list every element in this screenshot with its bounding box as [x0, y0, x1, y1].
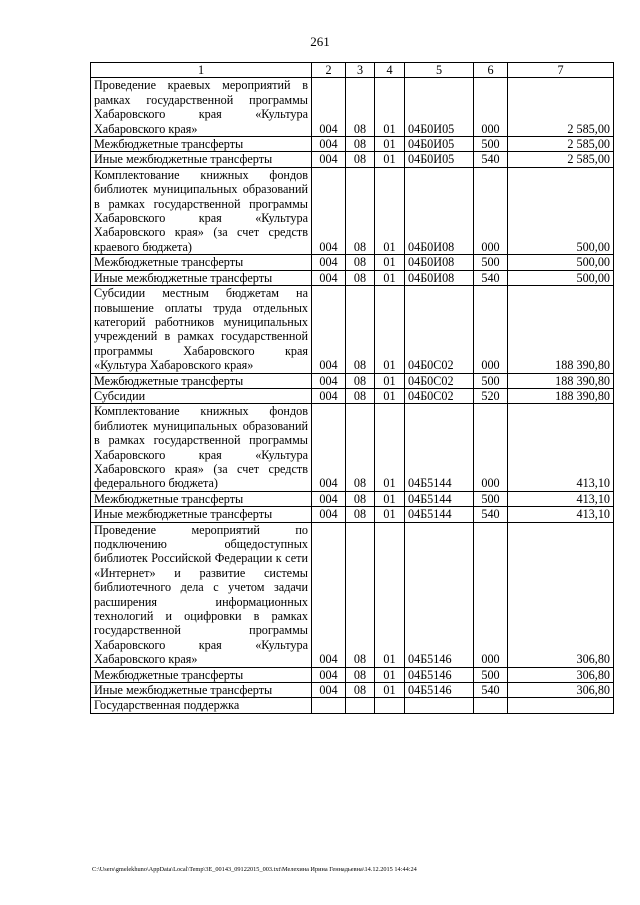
- subsection-code-cell: 01: [375, 491, 405, 506]
- ministry-code-cell: 004: [312, 683, 346, 698]
- ministry-code-cell: 004: [312, 373, 346, 388]
- table-row: [91, 373, 614, 388]
- section-code-cell: 08: [346, 507, 375, 522]
- subsection-code-cell: 01: [375, 683, 405, 698]
- target-article-cell: [405, 698, 474, 713]
- target-article-cell: 04Б5144: [405, 404, 474, 491]
- amount-cell: 500,00: [508, 167, 614, 254]
- target-article-cell: 04Б5146: [405, 522, 474, 667]
- amount-cell: 2 585,00: [508, 152, 614, 167]
- expense-type-cell: 000: [474, 286, 508, 373]
- expense-type-cell: 540: [474, 683, 508, 698]
- section-code-cell: 08: [346, 270, 375, 285]
- amount-cell: 500,00: [508, 255, 614, 270]
- expense-type-cell: 540: [474, 507, 508, 522]
- ministry-code-cell: 004: [312, 522, 346, 667]
- table-row: [91, 698, 614, 713]
- section-code-cell: 08: [346, 491, 375, 506]
- table-row: [91, 286, 614, 373]
- amount-cell: 413,10: [508, 404, 614, 491]
- ministry-code-cell: [312, 698, 346, 713]
- target-article-cell: 04Б0С02: [405, 286, 474, 373]
- row-name-cell: Межбюджетные трансферты: [91, 255, 312, 270]
- ministry-code-cell: 004: [312, 78, 346, 137]
- section-code-cell: 08: [346, 522, 375, 667]
- section-code-cell: 08: [346, 78, 375, 137]
- expense-type-cell: 540: [474, 152, 508, 167]
- column-header: 4: [375, 63, 405, 78]
- target-article-cell: 04Б0С02: [405, 388, 474, 403]
- amount-cell: [508, 698, 614, 713]
- amount-cell: 413,10: [508, 507, 614, 522]
- subsection-code-cell: 01: [375, 667, 405, 682]
- target-article-cell: 04Б0И05: [405, 152, 474, 167]
- table-row: [91, 507, 614, 522]
- amount-cell: 2 585,00: [508, 137, 614, 152]
- row-name-cell: Субсидии: [91, 388, 312, 403]
- subsection-code-cell: 01: [375, 152, 405, 167]
- table-row: [91, 152, 614, 167]
- target-article-cell: 04Б5144: [405, 491, 474, 506]
- column-header: 6: [474, 63, 508, 78]
- section-code-cell: 08: [346, 388, 375, 403]
- row-name-cell: Межбюджетные трансферты: [91, 667, 312, 682]
- section-code-cell: 08: [346, 404, 375, 491]
- column-header: 2: [312, 63, 346, 78]
- amount-cell: 500,00: [508, 270, 614, 285]
- amount-cell: 188 390,80: [508, 388, 614, 403]
- subsection-code-cell: 01: [375, 507, 405, 522]
- ministry-code-cell: 004: [312, 286, 346, 373]
- subsection-code-cell: 01: [375, 404, 405, 491]
- subsection-code-cell: 01: [375, 78, 405, 137]
- ministry-code-cell: 004: [312, 404, 346, 491]
- row-name-cell: Иные межбюджетные трансферты: [91, 683, 312, 698]
- amount-cell: 306,80: [508, 667, 614, 682]
- column-header: 3: [346, 63, 375, 78]
- table-row: [91, 404, 614, 491]
- target-article-cell: 04Б0И08: [405, 270, 474, 285]
- table-row: [91, 667, 614, 682]
- table-row: [91, 167, 614, 254]
- table-row: [91, 137, 614, 152]
- target-article-cell: 04Б0С02: [405, 373, 474, 388]
- row-name-cell: Комплектование книжных фондов библиотек муниципальных образований в рамках государственной программы Хабаровского края «Культура Хабаровского края» (за счет средств федерального бюджета): [91, 404, 312, 491]
- page-number: 261: [310, 34, 330, 49]
- expense-type-cell: 000: [474, 404, 508, 491]
- amount-cell: 2 585,00: [508, 78, 614, 137]
- subsection-code-cell: [375, 698, 405, 713]
- file-path-footer: C:\Users\gmelekhuno\AppData\Local\Temp\3E_00143_09122015_003.txt\Мелехина Ирина Геннадьевна\14.12.2015 14:44:24: [92, 866, 417, 873]
- amount-cell: 188 390,80: [508, 373, 614, 388]
- expense-type-cell: 520: [474, 388, 508, 403]
- row-name-cell: Государственная поддержка: [91, 698, 312, 713]
- subsection-code-cell: 01: [375, 388, 405, 403]
- section-code-cell: 08: [346, 137, 375, 152]
- amount-cell: 306,80: [508, 522, 614, 667]
- row-name-cell: Субсидии местным бюджетам на повышение оплаты труда отдельных категорий работников муниципальных учреждений в рамках государственной программы Хабаровского края «Культура Хабаровского края»: [91, 286, 312, 373]
- table-row: [91, 522, 614, 667]
- expense-type-cell: 000: [474, 78, 508, 137]
- section-code-cell: [346, 698, 375, 713]
- row-name-cell: Проведение краевых мероприятий в рамках государственной программы Хабаровского края «Культура Хабаровского края»: [91, 78, 312, 137]
- expense-type-cell: 000: [474, 167, 508, 254]
- amount-cell: 188 390,80: [508, 286, 614, 373]
- row-name-cell: Межбюджетные трансферты: [91, 373, 312, 388]
- target-article-cell: 04Б0И08: [405, 167, 474, 254]
- column-header: 5: [405, 63, 474, 78]
- row-name-cell: Проведение мероприятий по подключению общедоступных библиотек Российской Федерации к сети «Интернет» и развитие системы библиотечного дела с учетом задачи расширения информационных технологий и оцифровки в рамках государственной программы Хабаровского края «Культура Хабаровского края»: [91, 522, 312, 667]
- subsection-code-cell: 01: [375, 522, 405, 667]
- column-header: 1: [91, 63, 312, 78]
- ministry-code-cell: 004: [312, 491, 346, 506]
- expense-type-cell: 000: [474, 522, 508, 667]
- subsection-code-cell: 01: [375, 255, 405, 270]
- column-header: 7: [508, 63, 614, 78]
- table-row: [91, 78, 614, 137]
- row-name-cell: Комплектование книжных фондов библиотек муниципальных образований в рамках государственной программы Хабаровского края «Культура Хабаровского края» (за счет средств краевого бюджета): [91, 167, 312, 254]
- expense-type-cell: [474, 698, 508, 713]
- subsection-code-cell: 01: [375, 286, 405, 373]
- target-article-cell: 04Б5146: [405, 667, 474, 682]
- row-name-cell: Межбюджетные трансферты: [91, 137, 312, 152]
- amount-cell: 306,80: [508, 683, 614, 698]
- section-code-cell: 08: [346, 683, 375, 698]
- ministry-code-cell: 004: [312, 388, 346, 403]
- ministry-code-cell: 004: [312, 507, 346, 522]
- row-name-cell: Иные межбюджетные трансферты: [91, 270, 312, 285]
- table-row: [91, 255, 614, 270]
- subsection-code-cell: 01: [375, 137, 405, 152]
- expense-type-cell: 500: [474, 491, 508, 506]
- expense-type-cell: 500: [474, 667, 508, 682]
- target-article-cell: 04Б0И05: [405, 137, 474, 152]
- expense-type-cell: 500: [474, 255, 508, 270]
- target-article-cell: 04Б5144: [405, 507, 474, 522]
- target-article-cell: 04Б0И05: [405, 78, 474, 137]
- target-article-cell: 04Б5146: [405, 683, 474, 698]
- subsection-code-cell: 01: [375, 167, 405, 254]
- table-row: [91, 491, 614, 506]
- target-article-cell: 04Б0И08: [405, 255, 474, 270]
- ministry-code-cell: 004: [312, 270, 346, 285]
- section-code-cell: 08: [346, 286, 375, 373]
- budget-table: [90, 62, 614, 714]
- table-row: [91, 388, 614, 403]
- section-code-cell: 08: [346, 167, 375, 254]
- ministry-code-cell: 004: [312, 667, 346, 682]
- expense-type-cell: 540: [474, 270, 508, 285]
- ministry-code-cell: 004: [312, 167, 346, 254]
- ministry-code-cell: 004: [312, 255, 346, 270]
- subsection-code-cell: 01: [375, 373, 405, 388]
- row-name-cell: Иные межбюджетные трансферты: [91, 152, 312, 167]
- section-code-cell: 08: [346, 255, 375, 270]
- subsection-code-cell: 01: [375, 270, 405, 285]
- section-code-cell: 08: [346, 373, 375, 388]
- expense-type-cell: 500: [474, 137, 508, 152]
- amount-cell: 413,10: [508, 491, 614, 506]
- ministry-code-cell: 004: [312, 137, 346, 152]
- section-code-cell: 08: [346, 152, 375, 167]
- row-name-cell: Иные межбюджетные трансферты: [91, 507, 312, 522]
- expense-type-cell: 500: [474, 373, 508, 388]
- header-row: [91, 63, 614, 78]
- section-code-cell: 08: [346, 667, 375, 682]
- row-name-cell: Межбюджетные трансферты: [91, 491, 312, 506]
- table-row: [91, 270, 614, 285]
- table-row: [91, 683, 614, 698]
- ministry-code-cell: 004: [312, 152, 346, 167]
